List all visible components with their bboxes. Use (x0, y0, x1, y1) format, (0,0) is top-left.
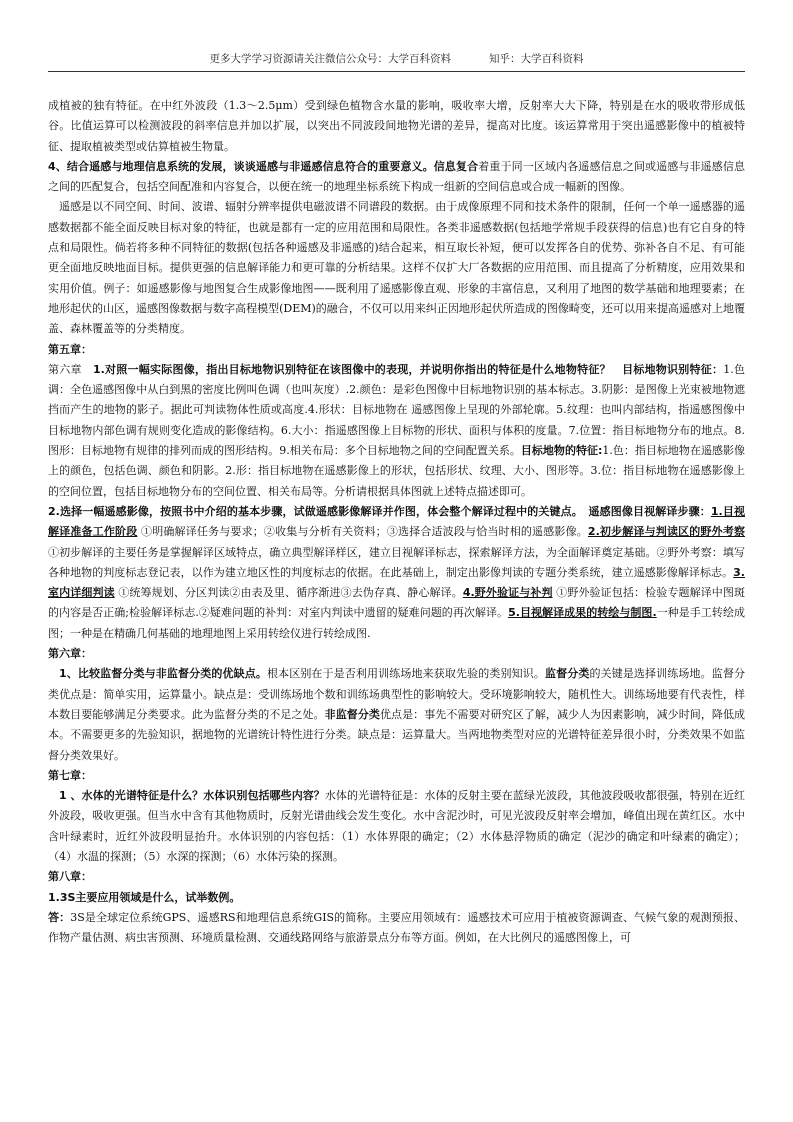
question-heading: 1.对照一幅实际图像，指出目标地物识别特征在该图像中的表现，并说明你指出的特征是什么地物特征？ 目标地物识别特征： (92, 362, 724, 376)
paragraph: 2.选择一幅遥感影像，按照书中介绍的基本步骤，试做遥感影像解译并作图，体会整个解译过程中的关键点。 遥感图像目视解译步骤：1.目视解译准备工作阶段 ①明确解译任务与要求；②收集与分析有关资料；③选择合适波段与恰当时相的遥感影像。2.初步解译与判读区的野外考察 ①初步解译的主要任务是掌握解译区域特点，确立典型解译样区，建立目视解译标志，探索解译方法，为全面解译奠定基础。②野外考察：填写各种地物的判度标志登记表，以作为建立地区性的判度标志的依据。在此基础上，制定出影像判读的专题分类系统，建立遥感影像解译标志。3.室内详细判读 ①统筹规划、分区判读②由表及里、循序渐进③去伪存真、静心解译。4.野外验证与补判 ①野外验证包括：检验专题解译中图斑的内容是否正确;检验解译标志.②疑难问题的补判：对室内判读中遗留的疑难问题的再次解译。5.目视解译成果的转绘与制图.一种是手工转绘成图；一种是在精确几何基础的地理地图上采用转绘仪进行转绘成图. (48, 504, 746, 640)
question-heading: 1、比较监督分类与非监督分类的优缺点。 (59, 667, 267, 681)
document-body (48, 96, 745, 948)
paragraph: 1、比较监督分类与非监督分类的优缺点。根本区别在于是否利用训练场地来获取先验的类别知识。监督分类的关键是选择训练场地。监督分类优点是：简单实用，运算量小。缺点是：受训练场地个数和训练场典型性的影响较大。受环境影响较大，随机性大。训练场地要有代表性，样本数目要能够满足分类要求。此为监督分类的不足之处。非监督分类优点是：事先不需要对研究区了解，减少人为因素影响，减少时间，降低成本。不需要更多的先验知识，据地物的光谱统计特性进行分类。缺点是：运算量大。当两地物类型对应的光谱特征差异很小时，分类效果不如监督分类效果好。 (48, 667, 746, 762)
step-heading: 3.室内详细判读 (48, 565, 745, 600)
question-heading: 2.选择一幅遥感影像，按照书中介绍的基本步骤，试做遥感影像解译并作图，体会整个解译过程中的关键点。 遥感图像目视解译步骤： (48, 504, 711, 518)
page-header (48, 51, 745, 72)
step-heading: 5.目视解译成果的转绘与制图. (508, 606, 657, 620)
paragraph: 答：3S是全球定位系统GPS、遥感RS和地理信息系统GIS的简称。主要应用领域有：遥感技术可应用于植被资源调查、气候气象的观测预报、作物产量估测、病虫害预测、环境质量检测、交通线路网络与旅游景点分布等方面。例如，在大比例尺的遥感图像上，可 (48, 910, 745, 945)
header-right: 知乎：大学百科资料 (489, 53, 584, 65)
header-left: 更多大学学习资源请关注微信公众号：大学百科资料 (209, 53, 451, 65)
paragraph: 成植被的独有特征。在中红外波段（1.3～2.5μm）受到绿色植物含水量的影响，吸收率大增，反射率大大下降，特别是在水的吸收带形成低谷。比值运算可以检测波段的斜率信息并加以扩展，以突出不同波段间地物光谱的差异，提高对比度。该运算常用于突出遥感影像中的植被特征、提取植被类型或估算植被生物量。 (48, 99, 745, 153)
paragraph: 遥感是以不同空间、时间、波谱、辐射分辨率提供电磁波谱不同谱段的数据。由于成像原理不同和技术条件的限制，任何一个单一遥感器的遥感数据都不能全面反映目标对象的特征，也就是都有一定的应用范围和局限性。各类非遥感数据(包括地学常规手段获得的信息)也有它自身的特点和局限性。倘若将多种不同特征的数据(包括各种遥感及非遥感的)结合起来，相互取长补短，便可以发挥各自的优势、弥补各自不足、有可能更全面地反映地面目标。提供更强的信息解译能力和更可靠的分析结果。这样不仅扩大厂各数据的应用范围、而且提高了分析精度，应用效果和实用价值。例子：如遥感影像与地图复合生成影像地图——既利用了遥感影像直观、形象的丰富信息，又利用了地图的数学基础和地理要素；在地形起伏的山区，遥感图像数据与数字高程模型(DEM)的融合，不仅可以用来纠正因地形起伏所造成的图像畸变，还可以用来提高遥感对上地覆盖、森林覆盖等的分类精度。 (48, 200, 745, 336)
chapter-heading: 第七章： (48, 768, 92, 782)
chapter-heading: 第八章： (48, 870, 92, 884)
answer-label: 答： (48, 910, 71, 924)
step-heading: 1.目视解译准备工作阶段 (48, 504, 745, 539)
paragraph: 1 、水体的光谱特征是什么？水体识别包括哪些内容？水体的光谱特征是：水体的反射主要在蓝绿光波段，其他波段吸收都很强，特别在近红外波段，吸收更强。但当水中含有其他物质时，反射光谱曲线会发生变化。水中含泥沙时，可见光波段反射率会增加，峰值出现在黄红区。水中含叶绿素时，近红外波段明显抬升。水体识别的内容包括：（1）水体界限的确定；（2）水体悬浮物质的确定（泥沙的确定和叶绿素的确定）；（4）水温的探测；（5）水深的探测；（6）水体污染的探测。 (48, 789, 746, 863)
chapter-heading: 第六章： (48, 647, 92, 661)
question-heading: 1.3S主要应用领域是什么，试举数例。 (48, 890, 241, 904)
step-heading: 2.初步解译与判读区的野外考察 (587, 525, 745, 539)
question-heading: 1 、水体的光谱特征是什么？水体识别包括哪些内容？ (59, 789, 325, 803)
paragraph: 4、结合遥感与地理信息系统的发展，谈谈遥感与非遥感信息符合的重要意义。信息复合着重于同一区域内各遥感信息之间或遥感与非遥感信息之间的匹配复合，包括空间配准和内容复合，以便在统一的地理坐标系统下构成一组新的空间信息或合成一幅新的图像。 (48, 159, 746, 194)
question-heading: 4、结合遥感与地理信息系统的发展，谈谈遥感与非遥感信息符合的重要意义。信息复合 (48, 159, 479, 173)
paragraph: 第六章 1.对照一幅实际图像，指出目标地物识别特征在该图像中的表现，并说明你指出的特征是什么地物特征？ 目标地物识别特征：1.色调：全色遥感图像中从白到黑的密度比例叫色调（也叫灰度）.2.颜色：是彩色图像中目标地物识别的基本标志。3.阴影：是图像上光束被地物遮挡而产生的地物的影子。据此可判读物体性质或高度.4.形状：目标地物在 遥感图像上呈现的外部轮廓。5.纹理：也叫内部结构，指遥感图像中目标地物内部色调有规则变化造成的影像结构。6.大小：指遥感图像上目标物的形状、面积与体积的度量。7.位置：指目标地物分布的地点。8.图形：目标地物有规律的排列而成的图形结构。9.相关布局：多个目标地物之间的空间配置关系。目标地物的特征:1.色：指目标地物在遥感影像上的颜色，包括色调、颜色和阴影。2.形：指目标地物在遥感影像上的形状，包括形状、纹理、大小、图形等。3.位：指目标地物在遥感影像上的空间位置，包括目标地物分布的空间位置、相关布局等。分析请根据具体图就上述特点描述即可。 (48, 362, 746, 498)
chapter-heading: 第五章： (48, 342, 92, 356)
step-heading: 4.野外验证与补判 (462, 586, 553, 600)
